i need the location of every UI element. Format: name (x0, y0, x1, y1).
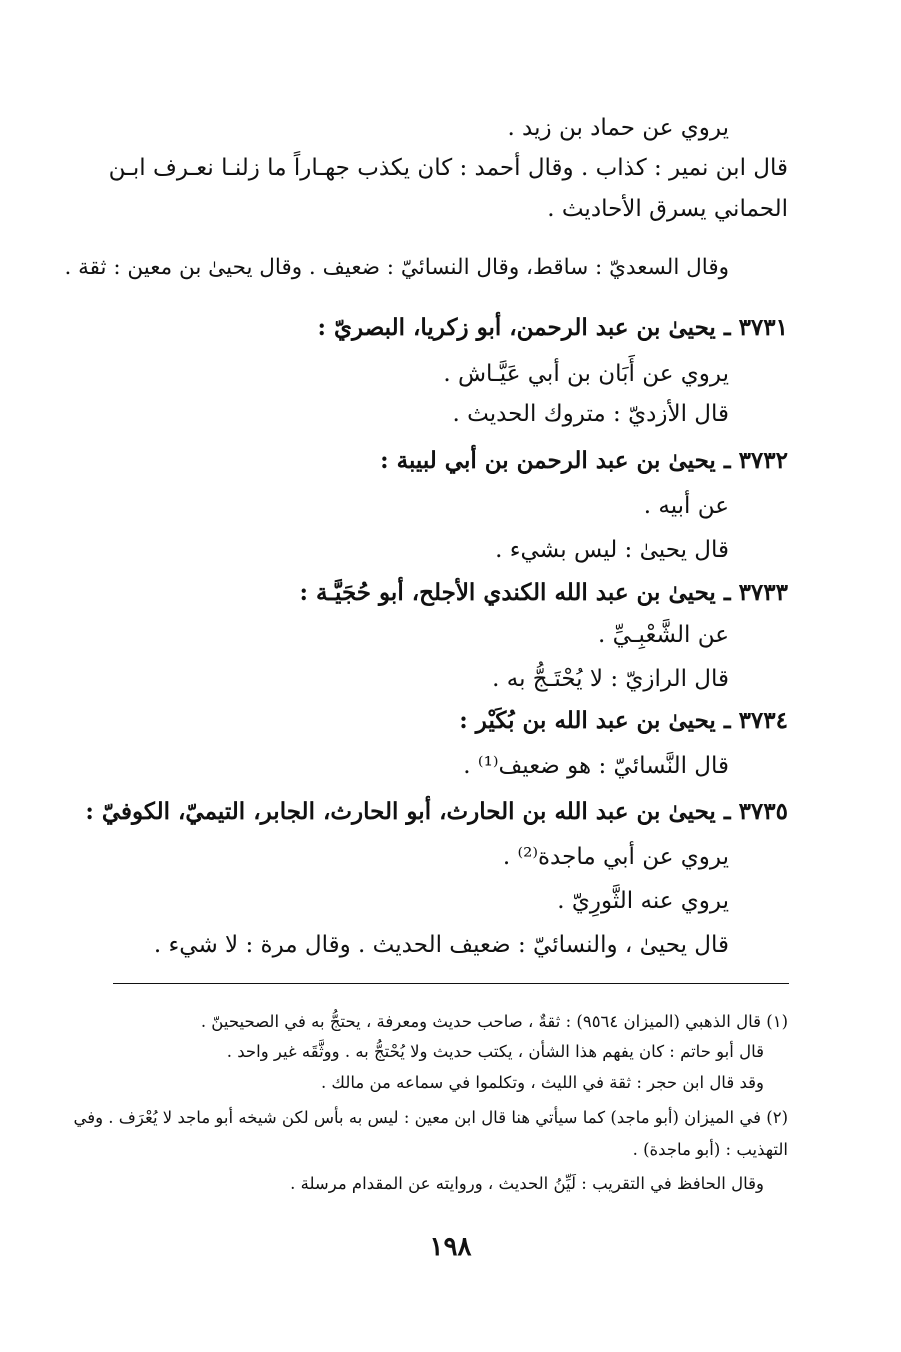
entry-heading: ٣٧٣٥ ـ يحيىٰ بن عبد الله بن الحارث، أبو الحارث، الجابر، التيميّ، الكوفيّ : (85, 798, 788, 825)
footnote-line: (٢) في الميزان (أبو ماجد) كما سيأتي هنا قال ابن معين : ليس به بأس لكن شيخه أبو ماجد لا يُعْرَف . وفي (73, 1108, 788, 1127)
text-line: يروي عن حماد بن زيد . (507, 115, 729, 141)
text-line: قال يحيىٰ : ليس بشيء . (495, 537, 729, 563)
text-line: قال يحيىٰ ، والنسائيّ : ضعيف الحديث . وقال مرة : لا شيء . (153, 932, 729, 958)
page-number: ١٩٨ (429, 1232, 472, 1262)
footnote-line: وقال الحافظ في التقريب : لَيِّنُ الحديث ، وروايته عن المقدام مرسلة . (290, 1174, 764, 1193)
entry-heading: ٣٧٣١ ـ يحيىٰ بن عبد الرحمن، أبو زكريا، البصريّ : (317, 314, 788, 341)
text-line: عن الشَّعْبِـيِّ . (597, 622, 729, 648)
text-line: قال الرازيّ : لا يُحْتَـجُّ به . (492, 666, 729, 692)
text-line: قال النَّسائيّ : هو ضعيف⁽¹⁾ . (463, 753, 729, 779)
text-line: عن أبيه . (643, 493, 729, 519)
entry-heading: ٣٧٣٤ ـ يحيىٰ بن عبد الله بن بُكَيْر : (459, 707, 788, 734)
footnote-line: وقد قال ابن حجر : ثقة في الليث ، وتكلموا في سماعه من مالك . (320, 1073, 764, 1092)
footnote-divider (113, 983, 789, 984)
text-line: الحماني يسرق الأحاديث . (547, 196, 788, 222)
text-line: قال ابن نمير : كذاب . وقال أحمد : كان يكذب جهـاراً ما زلنـا نعـرف ابـن (108, 155, 788, 181)
text-line: يروي عنه الثَّورِيّ . (557, 888, 729, 914)
entry-heading: ٣٧٣٣ ـ يحيىٰ بن عبد الله الكندي الأجلح، أبو حُجَيَّـة : (299, 579, 788, 606)
footnote-line: التهذيب : (أبو ماجدة) . (632, 1140, 788, 1159)
footnote-line: (١) قال الذهبي (الميزان ٩٥٦٤) : ثقةٌ ، صاحب حديث ومعرفة ، يحتجُّ به في الصحيحينّ . (200, 1012, 788, 1031)
text-line: وقال السعديّ : ساقط، وقال النسائيّ : ضعيف . وقال يحيىٰ بن معين : ثقة . (64, 255, 729, 280)
text-line: يروي عن أبي ماجدة⁽²⁾ . (502, 844, 729, 870)
text-line: يروي عن أَبَان بن أبي عَيَّـاش . (443, 361, 729, 387)
text-line: قال الأزديّ : متروك الحديث . (452, 401, 729, 427)
footnote-line: قال أبو حاتم : كان يفهم هذا الشأن ، يكتب حديث ولا يُحْتجُّ به . ووثَّقَه غير واحد . (226, 1042, 764, 1061)
entry-heading: ٣٧٣٢ ـ يحيىٰ بن عبد الرحمن بن أبي لبيبة : (380, 447, 788, 474)
